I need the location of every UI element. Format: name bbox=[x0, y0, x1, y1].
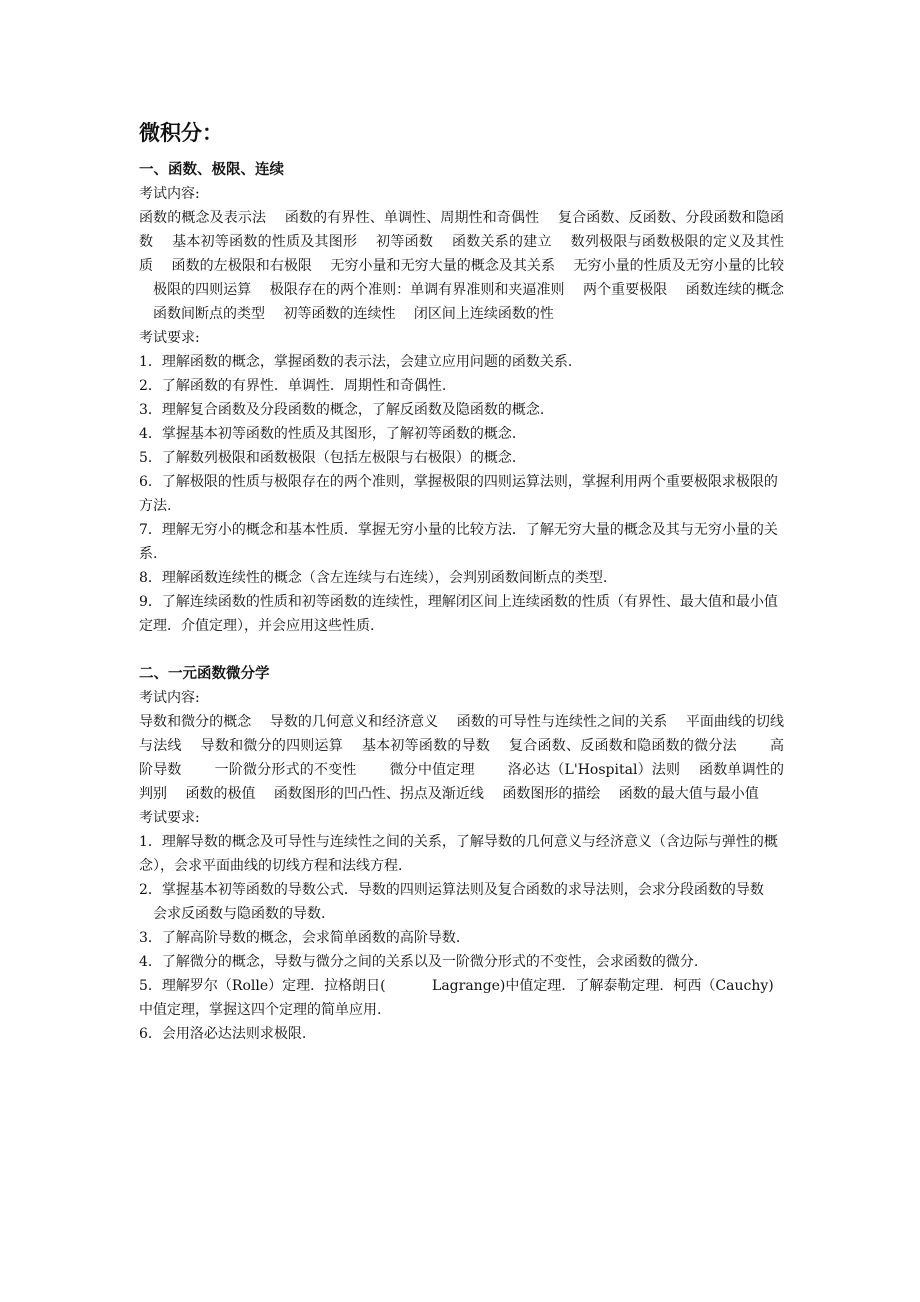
requirement-item: 5．了解数列极限和函数极限（包括左极限与右极限）的概念. bbox=[139, 450, 517, 466]
document-page bbox=[139, 118, 784, 1046]
requirement-item: 1．理解导数的概念及可导性与连续性之间的关系，了解导数的几何意义与经济意义（含边际与弹性的概念），会求平面曲线的切线方程和法线方程. bbox=[139, 834, 778, 874]
requirement-item: 5．理解罗尔（Rolle）定理．拉格朗日( Lagrange)中值定理．了解泰勒定理．柯西（Cauchy)中值定理，掌握这四个定理的简单应用. bbox=[139, 978, 774, 1018]
requirement-item: 3．了解高阶导数的概念，会求简单函数的高阶导数. bbox=[139, 930, 461, 946]
exam-content-label: 考试内容: bbox=[139, 690, 200, 706]
requirement-item: 2．了解函数的有界性．单调性．周期性和奇偶性. bbox=[139, 378, 447, 394]
exam-content-text: 函数的概念及表示法 函数的有界性、单调性、周期性和奇偶性 复合函数、反函数、分段函数和隐函数 基本初等函数的性质及其图形 初等函数 函数关系的建立 数列极限与函数极限的定义及其性质 函数的左极限和右极限 无穷小量和无穷大量的概念及其关系 无穷小量的性质及无穷小量的比较 极限的四则运算 极限存在的两个准则：单调有界准则和夹逼准则 两个重要极限 函数连续的概念 函数间断点的类型 初等函数的连续性 闭区间上连续函数的性 bbox=[139, 210, 784, 322]
requirement-item: 6．会用洛必达法则求极限. bbox=[139, 1026, 307, 1042]
requirement-item: 9．了解连续函数的性质和初等函数的连续性，理解闭区间上连续函数的性质（有界性、最大值和最小值定理．介值定理），并会应用这些性质. bbox=[139, 594, 778, 634]
exam-requirements-label: 考试要求: bbox=[139, 330, 200, 346]
requirement-item: 3．理解复合函数及分段函数的概念，了解反函数及隐函数的概念. bbox=[139, 402, 545, 418]
requirement-item: 1．理解函数的概念，掌握函数的表示法，会建立应用问题的函数关系. bbox=[139, 354, 573, 370]
exam-content-label: 考试内容: bbox=[139, 186, 200, 202]
section-differential-calculus bbox=[139, 662, 784, 1046]
requirement-item: 8．理解函数连续性的概念（含左连续与右连续），会判别函数间断点的类型. bbox=[139, 570, 608, 586]
requirement-item: 7．理解无穷小的概念和基本性质．掌握无穷小量的比较方法．了解无穷大量的概念及其与无穷小量的关系. bbox=[139, 522, 778, 562]
section-heading: 二、一元函数微分学 bbox=[139, 666, 270, 682]
exam-requirements-label: 考试要求: bbox=[139, 810, 200, 826]
document-title: 微积分： bbox=[139, 121, 223, 145]
requirement-item: 6．了解极限的性质与极限存在的两个准则，掌握极限的四则运算法则，掌握利用两个重要极限求极限的方法. bbox=[139, 474, 778, 514]
section-spacer bbox=[139, 638, 784, 662]
requirement-item: 4．了解微分的概念，导数与微分之间的关系以及一阶微分形式的不变性，会求函数的微分. bbox=[139, 954, 699, 970]
section-heading: 一、函数、极限、连续 bbox=[139, 162, 284, 178]
requirement-item: 2．掌握基本初等函数的导数公式．导数的四则运算法则及复合函数的求导法则，会求分段函数的导数 会求反函数与隐函数的导数. bbox=[139, 882, 764, 922]
exam-content-text: 导数和微分的概念 导数的几何意义和经济意义 函数的可导性与连续性之间的关系 平面曲线的切线与法线 导数和微分的四则运算 基本初等函数的导数 复合函数、反函数和隐函数的微分法 高阶导数 一阶微分形式的不变性 微分中值定理 洛必达（L'Hospital）法则 函数单调性的判别 函数的极值 函数图形的凹凸性、拐点及渐近线 函数图形的描绘 函数的最大值与最小值 bbox=[139, 714, 784, 802]
requirement-item: 4．掌握基本初等函数的性质及其图形，了解初等函数的概念. bbox=[139, 426, 517, 442]
section-functions-limits bbox=[139, 158, 784, 638]
